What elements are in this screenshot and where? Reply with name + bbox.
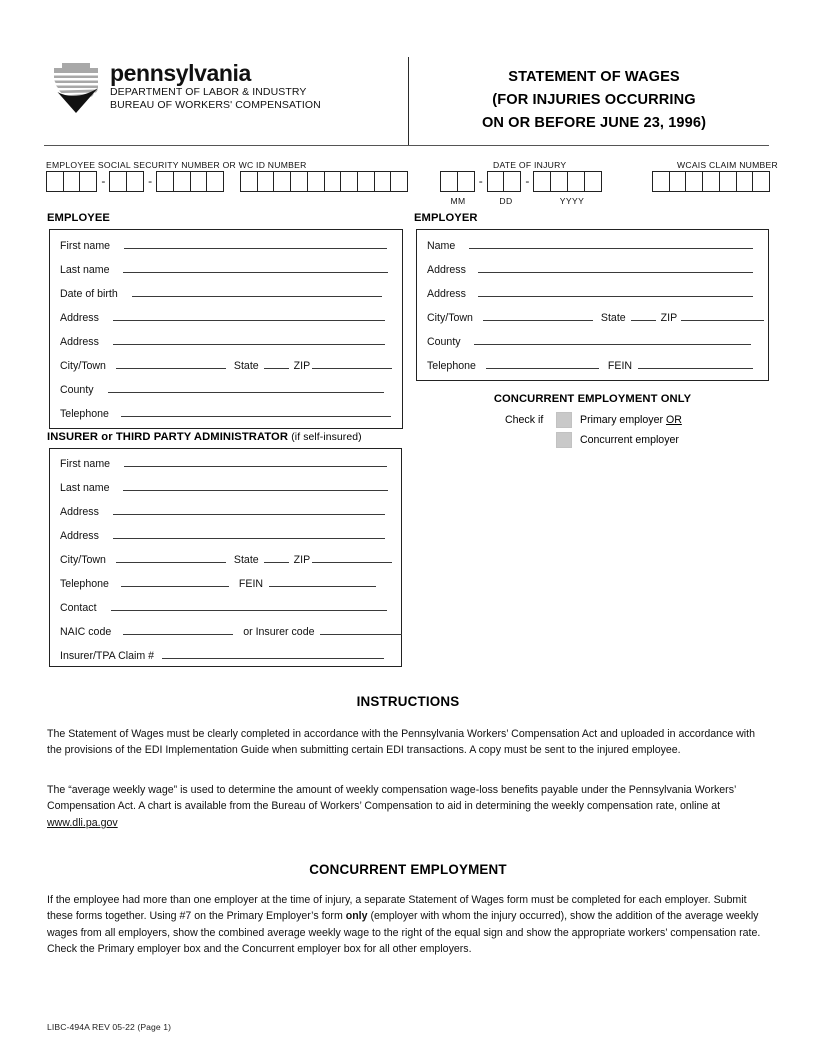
write-line[interactable] <box>478 272 753 273</box>
insurer-naic-code-field[interactable] <box>60 625 402 639</box>
field-label: Address <box>427 288 466 300</box>
write-line[interactable] <box>132 296 382 297</box>
header-vertical-divider <box>408 57 409 145</box>
insurer-first-name-field[interactable] <box>60 457 387 471</box>
write-line[interactable] <box>123 272 388 273</box>
ssn-wcid-label: EMPLOYEE SOCIAL SECURITY NUMBER OR WC ID NUMBER <box>46 160 307 170</box>
doi-yyyy-cell[interactable] <box>584 171 602 192</box>
employer-section-heading: EMPLOYER <box>414 212 478 224</box>
ssn-dash-2: - <box>148 174 153 188</box>
concurrent-employment-only-title: CONCURRENT EMPLOYMENT ONLY <box>493 393 692 405</box>
doi-mm-sublabel: MM <box>450 196 466 206</box>
insurer-heading-note: (if self-insured) <box>291 432 362 443</box>
ssn-cell[interactable] <box>156 171 174 192</box>
ssn-cell[interactable] <box>63 171 81 192</box>
doi-mm-cell[interactable] <box>440 171 458 192</box>
write-line-fein[interactable] <box>638 368 753 369</box>
write-line[interactable] <box>121 416 391 417</box>
employer-telephone-fein-field[interactable] <box>427 359 753 373</box>
wcais-group[interactable] <box>652 171 770 192</box>
field-label: Address <box>427 264 466 276</box>
primary-employer-label <box>580 414 682 426</box>
employee-panel <box>49 229 403 429</box>
wc-id-cell[interactable] <box>290 171 308 192</box>
concurrent-employer-checkbox[interactable] <box>556 432 572 448</box>
write-line[interactable] <box>113 514 385 515</box>
write-line-telephone[interactable] <box>486 368 599 369</box>
insurer-address-1-field[interactable] <box>60 505 385 519</box>
brand-department-line: DEPARTMENT OF LABOR & INDUSTRY <box>110 86 307 98</box>
write-line[interactable] <box>124 248 387 249</box>
doi-mm-cell[interactable] <box>457 171 475 192</box>
doi-dash-1: - <box>478 174 483 188</box>
doi-dash-2: - <box>525 174 530 188</box>
field-label-fein: FEIN <box>238 578 264 590</box>
field-label: Address <box>60 336 99 348</box>
wcais-cell[interactable] <box>685 171 703 192</box>
wc-id-group[interactable] <box>240 171 408 192</box>
field-label: City/Town <box>60 360 106 372</box>
write-line[interactable] <box>113 344 385 345</box>
write-line-zip[interactable] <box>312 562 392 563</box>
wc-id-cell[interactable] <box>240 171 258 192</box>
field-label: Name <box>427 240 456 252</box>
employer-address-2-field[interactable] <box>427 287 753 301</box>
employee-city-state-zip-field[interactable] <box>60 359 392 373</box>
field-label-state: State <box>233 554 259 566</box>
doi-year-group[interactable] <box>533 171 601 192</box>
page-title-line2: (FOR INJURIES OCCURRING <box>492 92 696 108</box>
write-line-zip[interactable] <box>312 368 392 369</box>
field-label: County <box>427 336 461 348</box>
ssn-cell[interactable] <box>46 171 64 192</box>
wc-id-cell[interactable] <box>340 171 358 192</box>
primary-employer-checkbox[interactable] <box>556 412 572 428</box>
instructions-paragraph-1: The Statement of Wages must be clearly completed in accordance with the Pennsylvania Workers’ Compensation Act and uploaded in accordance with the provisions of the EDI Implementation Guide when submitting certain EDI transactions. A copy must be sent to the injured employee. <box>47 728 756 757</box>
doi-yyyy-sublabel: YYYY <box>559 196 585 206</box>
field-label: Telephone <box>427 360 476 372</box>
wcais-cell[interactable] <box>736 171 754 192</box>
insurer-heading-bold: INSURER or THIRD PARTY ADMINISTRATOR <box>47 431 289 443</box>
ssn-cell[interactable] <box>173 171 191 192</box>
field-label: Insurer/TPA Claim # <box>60 650 154 662</box>
dli-website-link[interactable]: www.dli.pa.gov <box>47 816 118 829</box>
write-line[interactable] <box>123 490 388 491</box>
field-label: Address <box>60 530 99 542</box>
field-label: First name <box>60 240 111 252</box>
wc-id-cell[interactable] <box>273 171 291 192</box>
instructions-heading: INSTRUCTIONS <box>356 694 460 709</box>
instructions-paragraph-2-text: The “average weekly wage” is used to determine the amount of weekly compensation wage-loss benefits payable under the Pennsylvania Workers’ Compensation Act. A chart is available from the Bureau of Workers’ Compensation to aid in determining the weekly compensation rate, online at <box>47 784 736 813</box>
check-if-label: Check if <box>505 414 544 426</box>
wc-id-cell[interactable] <box>257 171 275 192</box>
wc-id-cell[interactable] <box>324 171 342 192</box>
write-line[interactable] <box>124 466 387 467</box>
concurrent-employer-label: Concurrent employer <box>580 434 679 446</box>
header-horizontal-divider <box>44 145 769 146</box>
employer-name-field[interactable] <box>427 239 753 253</box>
field-label-state: State <box>233 360 259 372</box>
write-line[interactable] <box>474 344 751 345</box>
field-label: Date of birth <box>60 288 118 300</box>
ssn-cell[interactable] <box>206 171 224 192</box>
doi-yyyy-cell[interactable] <box>533 171 551 192</box>
field-label: Telephone <box>60 408 109 420</box>
employee-address-2-field[interactable] <box>60 335 385 349</box>
field-label-fein: FEIN <box>607 360 633 372</box>
field-label: Telephone <box>60 578 109 590</box>
ssn-group-2[interactable] <box>109 171 144 192</box>
insurer-address-2-field[interactable] <box>60 529 385 543</box>
doi-yyyy-cell[interactable] <box>567 171 585 192</box>
employee-first-name-field[interactable] <box>60 239 387 253</box>
field-label: Address <box>60 506 99 518</box>
employee-last-name-field[interactable] <box>60 263 388 277</box>
concurrent-paragraph-emphasis: only <box>345 910 368 923</box>
brand-bureau-line: BUREAU OF WORKERS' COMPENSATION <box>110 99 321 111</box>
ssn-group-1[interactable] <box>46 171 97 192</box>
employee-address-1-field[interactable] <box>60 311 385 325</box>
insurer-section-heading <box>47 431 362 443</box>
ssn-group-3[interactable] <box>156 171 224 192</box>
page-title <box>418 66 770 135</box>
wcais-cell[interactable] <box>702 171 720 192</box>
write-line[interactable] <box>111 610 387 611</box>
field-label: Last name <box>60 482 110 494</box>
ssn-cell[interactable] <box>109 171 127 192</box>
write-line-city[interactable] <box>483 320 593 321</box>
write-line-state[interactable] <box>264 562 289 563</box>
write-line-state[interactable] <box>264 368 289 369</box>
doi-dd-cell[interactable] <box>503 171 521 192</box>
field-label: City/Town <box>60 554 106 566</box>
doi-dd-sublabel: DD <box>499 196 513 206</box>
concurrent-paragraph-pre: If the employee had more than one employer at the time of injury, a separate Statement of Wages form must be completed for each employer. Submit these forms together. Using #7 on the Primary Employer’s form <box>47 894 747 923</box>
wc-id-cell[interactable] <box>357 171 375 192</box>
concurrent-employer-check-row[interactable] <box>556 432 679 448</box>
insurer-contact-field[interactable] <box>60 601 387 615</box>
write-line-insurer-code[interactable] <box>320 634 402 635</box>
employee-section-heading: EMPLOYEE <box>47 212 110 224</box>
wcais-cell[interactable] <box>719 171 737 192</box>
agency-logo <box>48 62 388 122</box>
write-line-city[interactable] <box>116 368 226 369</box>
ssn-cell[interactable] <box>79 171 97 192</box>
write-line[interactable] <box>113 320 385 321</box>
write-line[interactable] <box>113 538 385 539</box>
wcais-cell[interactable] <box>652 171 670 192</box>
doi-day-group[interactable] <box>487 171 522 192</box>
concurrent-employment-paragraph <box>47 892 769 958</box>
wcais-cell[interactable] <box>752 171 770 192</box>
primary-employer-or: OR <box>665 414 682 426</box>
wc-id-cell[interactable] <box>307 171 325 192</box>
field-label: NAIC code <box>60 626 112 638</box>
wc-id-cell[interactable] <box>390 171 408 192</box>
page-title-line1: STATEMENT OF WAGES <box>508 69 680 85</box>
wc-id-cell[interactable] <box>374 171 392 192</box>
employee-date-of-birth-field[interactable] <box>60 287 382 301</box>
employee-county-field[interactable] <box>60 383 384 397</box>
write-line[interactable] <box>108 392 384 393</box>
primary-employer-check-row[interactable] <box>556 412 682 428</box>
brand-name: pennsylvania <box>110 60 251 86</box>
field-label-insurer-code: or Insurer code <box>243 626 315 638</box>
agency-brand-text <box>110 60 390 112</box>
write-line-naic[interactable] <box>123 634 233 635</box>
write-line[interactable] <box>162 658 384 659</box>
wcais-claim-number-label: WCAIS CLAIM NUMBER <box>677 160 778 170</box>
employer-address-1-field[interactable] <box>427 263 753 277</box>
wcais-cell[interactable] <box>669 171 687 192</box>
employee-telephone-field[interactable] <box>60 407 391 421</box>
field-label: Contact <box>60 602 97 614</box>
write-line-zip[interactable] <box>681 320 764 321</box>
ssn-dash-1: - <box>101 174 106 188</box>
field-label: Last name <box>60 264 110 276</box>
write-line[interactable] <box>469 248 753 249</box>
field-label-zip: ZIP <box>293 360 311 372</box>
insurer-tpa-claim-number-field[interactable] <box>60 649 384 663</box>
insurer-telephone-fein-field[interactable] <box>60 577 376 591</box>
ssn-cell[interactable] <box>190 171 208 192</box>
field-label: City/Town <box>427 312 473 324</box>
concurrent-paragraph-post: (employer with whom the injury occurred), show the addition of the average weekly wages from all employers, show the combined average weekly wage to the right of the equal sign and show the appropriate workers’ compensation rate. Check the Primary employer box and the Concurrent employer box for all other employers. <box>47 910 761 956</box>
ssn-box-row[interactable] <box>46 171 224 192</box>
insurer-last-name-field[interactable] <box>60 481 388 495</box>
page-title-line3: ON OR BEFORE JUNE 23, 1996) <box>481 115 707 131</box>
field-label-zip: ZIP <box>293 554 311 566</box>
field-label: Address <box>60 312 99 324</box>
doi-month-group[interactable] <box>440 171 475 192</box>
date-of-injury-label: DATE OF INJURY <box>493 160 567 170</box>
form-revision-footer: LIBC-494A REV 05-22 (Page 1) <box>47 1022 172 1032</box>
employer-county-field[interactable] <box>427 335 751 349</box>
wc-id-box-row[interactable] <box>240 171 408 192</box>
pennsylvania-keystone-icon <box>48 62 104 114</box>
write-line[interactable] <box>478 296 753 297</box>
doi-yyyy-cell[interactable] <box>550 171 568 192</box>
insurer-city-state-zip-field[interactable] <box>60 553 392 567</box>
wcais-box-row[interactable] <box>652 171 770 192</box>
field-label-state: State <box>600 312 626 324</box>
employer-city-state-zip-field[interactable] <box>427 311 764 325</box>
date-of-injury-box-row[interactable] <box>440 171 602 192</box>
field-label-zip: ZIP <box>660 312 678 324</box>
write-line-fein[interactable] <box>269 586 376 587</box>
write-line-telephone[interactable] <box>121 586 229 587</box>
ssn-cell[interactable] <box>126 171 144 192</box>
write-line-city[interactable] <box>116 562 226 563</box>
doi-dd-cell[interactable] <box>487 171 505 192</box>
primary-employer-text: Primary employer <box>580 414 664 426</box>
field-label: First name <box>60 458 111 470</box>
write-line-state[interactable] <box>631 320 656 321</box>
concurrent-employment-heading: CONCURRENT EMPLOYMENT <box>309 862 507 877</box>
field-label: County <box>60 384 94 396</box>
instructions-paragraph-2 <box>47 782 769 831</box>
